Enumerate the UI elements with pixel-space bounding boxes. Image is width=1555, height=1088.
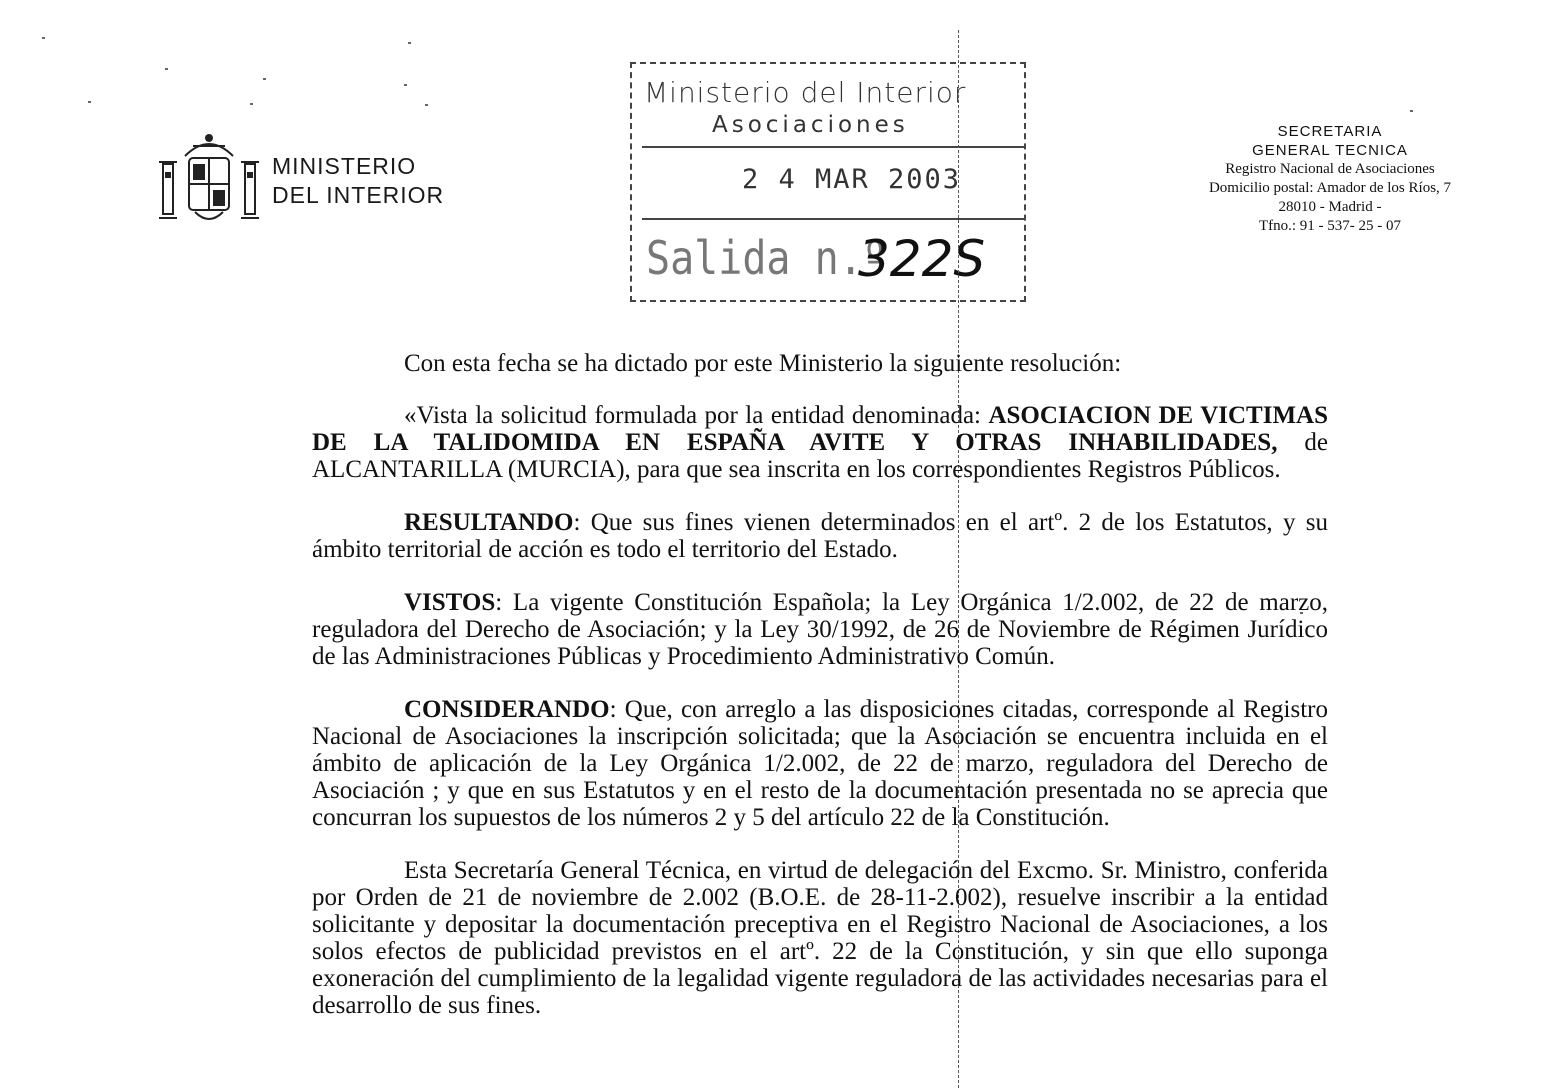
request-text-end: de ALCANTARILLA (MURCIA), para que sea inscrita en los correspondientes Registros Públicos. [312, 429, 1328, 483]
stamp-salida-label: Salida n.º [646, 232, 887, 286]
vistos-label: VISTOS [404, 589, 496, 616]
resolution-text: Esta Secretaría General Técnica, en virtud de delegación del Excmo. Sr. Ministro, conferida por Orden de 21 de noviembre de 2.002 (B.O.E. de 28-11-2.002), resuelve inscribir a la entidad solicitante y depositar la documentación preceptiva en el Registro Nacional de Asociaciones, a los solos efectos de publicidad previstos en el artº. 22 de la Constitución, y sin que ello suponga exoneración del cumplimiento de la legalidad vigente reguladora de las actividades necesarias para el desarrollo de sus fines. [312, 857, 1328, 1019]
considerando-label: CONSIDERANDO [404, 696, 610, 723]
intro-paragraph [312, 350, 1328, 377]
request-paragraph [312, 402, 1328, 483]
entity-name: ASOCIACION DE VICTIMAS DE LA TALIDOMIDA EN ESPAÑA AVITE Y OTRAS INHABILIDADES, [312, 402, 1328, 456]
ministry-line-2: DEL INTERIOR [272, 182, 445, 208]
coat-of-arms-icon [155, 128, 263, 232]
ministry-name [272, 152, 444, 210]
vistos-text: : La vigente Constitución Española; la Ley Orgánica 1/2.002, de 22 de marzo, reguladora del Derecho de Asociación; y la Ley 30/1992, de 26 de Noviembre de Régimen Jurídico de las Administraciones Públicas y Procedimiento Administrativo Común. [312, 589, 1328, 670]
stamp-ministry: Ministerio del Interior [644, 76, 967, 109]
resultando-label: RESULTANDO [404, 509, 574, 536]
request-text: «Vista la solicitud formulada por la entidad denominada: [404, 402, 989, 429]
resultando-paragraph [312, 509, 1328, 563]
stamp-date: 2 4 MAR 2003 [742, 164, 962, 195]
resolution-paragraph [312, 857, 1328, 1019]
intro-text: Con esta fecha se ha dictado por este Ministerio la siguiente resolución: [404, 350, 1122, 377]
considerando-text: : Que, con arreglo a las disposiciones citadas, corresponde al Registro Nacional de Asociaciones la inscripción solicitada; que la Asociación se encuentra incluida en el ámbito de aplicación de la Ley Orgánica 1/2.002, de 22 de marzo, reguladora del Derecho de Asociación ; y que en sus Estatutos y en el resto de la documentación presentada no se aprecia que concurran los supuestos de los números 2 y 5 del artículo 22 de la Constitución. [312, 696, 1328, 831]
considerando-paragraph [312, 696, 1328, 831]
vistos-paragraph [312, 589, 1328, 670]
secretaria-line-6: Tfno.: 91 - 537- 25 - 07 [1258, 218, 1402, 234]
sender-address [1180, 122, 1480, 236]
secretaria-line-2: GENERAL TECNICA [1252, 142, 1408, 159]
resolution-body [312, 350, 1328, 1045]
secretaria-line-4: Domicilio postal: Amador de los Ríos, 7 [1208, 180, 1452, 196]
stamp-department: Asociaciones [712, 112, 909, 138]
secretaria-line-3: Registro Nacional de Asociaciones [1225, 161, 1435, 177]
secretaria-line-5: 28010 - Madrid - [1278, 199, 1382, 215]
ministry-line-1: MINISTERIO [272, 153, 417, 179]
stamp-divider [642, 218, 1024, 220]
resultando-text: : Que sus fines vienen determinados en el artº. 2 de los Estatutos, y su ámbito territorial de acción es todo el territorio del Estado. [312, 509, 1328, 563]
registry-stamp [630, 62, 1026, 302]
stamp-salida-number: 322S [858, 230, 986, 288]
stamp-divider [642, 146, 1024, 148]
secretaria-line-1: SECRETARIA [1277, 123, 1383, 140]
